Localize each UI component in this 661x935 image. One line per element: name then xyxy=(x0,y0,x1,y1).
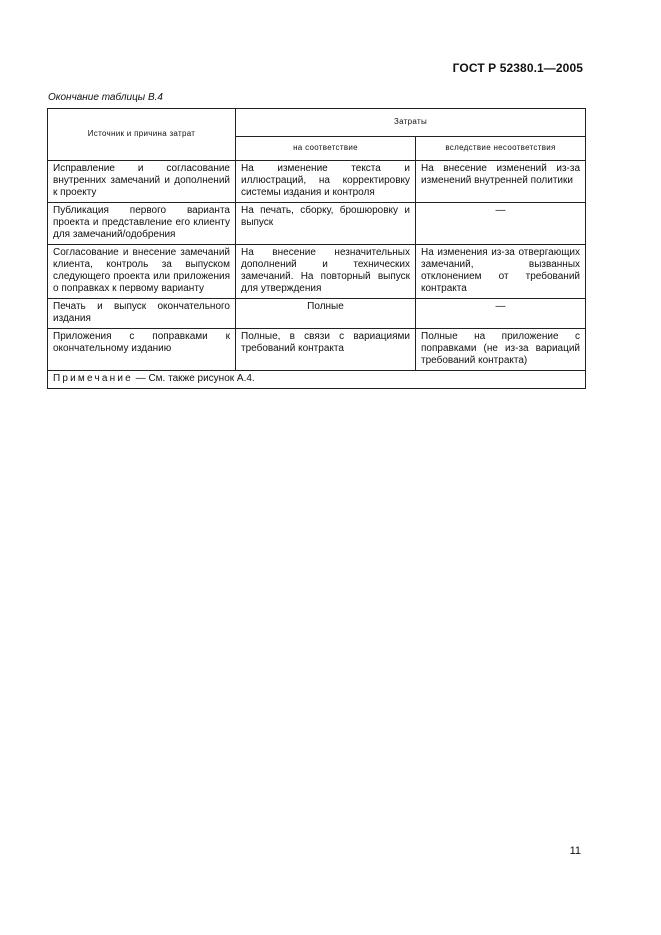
cell-nonconformity: — xyxy=(416,203,586,245)
note-label: Примечание xyxy=(53,373,133,384)
table-row xyxy=(48,299,586,329)
cell-nonconformity: — xyxy=(416,299,586,329)
cell-conformity: На изменение текста и иллюстраций, на корректировку системы издания и контроля xyxy=(236,161,416,203)
table-note xyxy=(48,371,586,389)
cell-conformity: Полные, в связи с вариациями требований контракта xyxy=(236,329,416,371)
cell-source: Исправление и согласование внутренних замечаний и дополнений к проекту xyxy=(48,161,236,203)
table-row xyxy=(48,329,586,371)
cell-source: Печать и выпуск окончательного издания xyxy=(48,299,236,329)
cell-conformity: На внесение незначительных дополнений и технических замечаний. На повторный выпуск для утверждения xyxy=(236,245,416,299)
cell-nonconformity: На внесение изменений из-за изменений внутренней политики xyxy=(416,161,586,203)
table-caption: Окончание таблицы В.4 xyxy=(48,92,163,103)
header-nonconformity: вследствие несоответствия xyxy=(416,137,586,161)
cell-source: Согласование и внесение замечаний клиента, контроль за выпуском следующего проекта или приложения о поправках к первому варианту xyxy=(48,245,236,299)
note-text: — См. также рисунок А.4. xyxy=(135,373,255,384)
cell-source: Публикация первого варианта проекта и представление его клиенту для замечаний/одобрения xyxy=(48,203,236,245)
document-code: ГОСТ Р 52380.1—2005 xyxy=(452,61,583,75)
table-row xyxy=(48,203,586,245)
cell-conformity: Полные xyxy=(236,299,416,329)
cell-source: Приложения с поправками к окончательному изданию xyxy=(48,329,236,371)
table-header-row xyxy=(48,109,586,137)
cell-nonconformity: Полные на приложение с поправками (не из-за вариаций требований контракта) xyxy=(416,329,586,371)
page-number: 11 xyxy=(569,845,581,857)
table-note-row xyxy=(48,371,586,389)
costs-table xyxy=(47,108,586,389)
table-row xyxy=(48,161,586,203)
header-conformity: на соответствие xyxy=(236,137,416,161)
header-costs: Затраты xyxy=(236,109,586,137)
cell-conformity: На печать, сборку, брошюровку и выпуск xyxy=(236,203,416,245)
table-row xyxy=(48,245,586,299)
cell-nonconformity: На изменения из-за отвергающих замечаний, вызванных отклонением от требований контракта xyxy=(416,245,586,299)
header-source: Источник и причина затрат xyxy=(48,109,236,161)
